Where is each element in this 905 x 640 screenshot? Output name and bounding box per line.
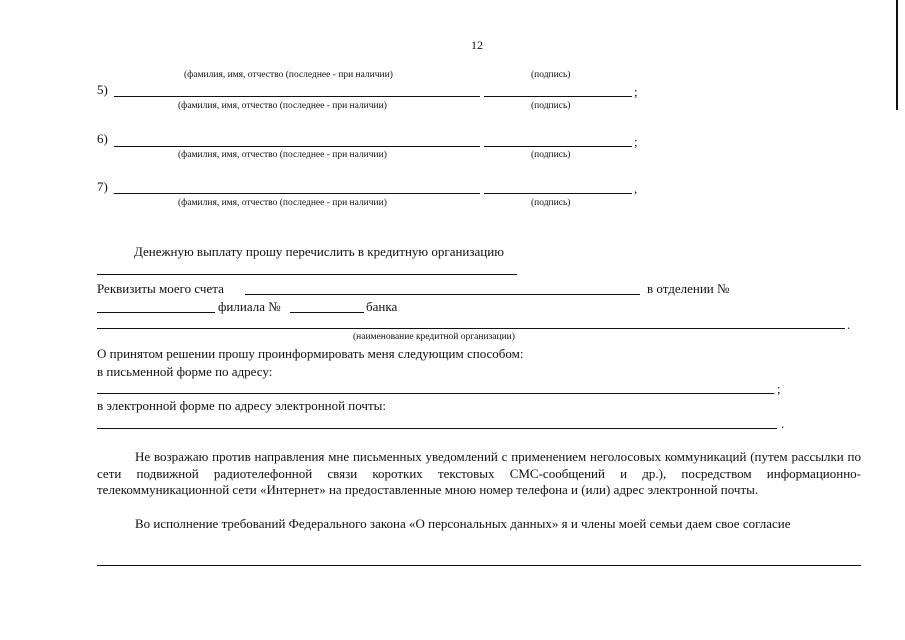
payment-intro: Денежную выплату прошу перечислить в кредитную организацию (134, 244, 504, 259)
fio-caption: (фамилия, имя, отчество (последнее - при наличии) (178, 150, 387, 160)
row-6-fio-field[interactable] (114, 146, 480, 147)
email-form-label: в электронной форме по адресу электронной почты: (97, 398, 386, 413)
page-number: 12 (471, 38, 483, 52)
row-6-end: ; (634, 134, 638, 149)
email-address-end: . (781, 416, 785, 431)
branch-number-field[interactable] (97, 312, 215, 313)
sign-caption: (подпись) (531, 198, 571, 208)
row-6-number: 6) (97, 131, 108, 146)
credit-org-name-field[interactable] (97, 328, 845, 329)
row-5-end: ; (634, 84, 638, 99)
row-6-sign-field[interactable] (484, 146, 632, 147)
fio-caption: (фамилия, имя, отчество (последнее - при наличии) (178, 101, 387, 111)
row-7-sign-field[interactable] (484, 193, 632, 194)
email-address-field[interactable] (97, 428, 777, 429)
filial-label: филиала № (218, 299, 281, 314)
bank-label: банка (366, 299, 398, 314)
postal-address-end: ; (777, 381, 781, 396)
page-edge-line (896, 0, 898, 110)
branch-label: в отделении № (647, 281, 730, 296)
postal-address-field[interactable] (97, 393, 774, 394)
row-7-end: , (634, 181, 638, 196)
credit-org-field[interactable] (97, 274, 517, 275)
credit-org-end: . (847, 317, 851, 332)
row-5-fio-field[interactable] (114, 96, 480, 97)
consent-field[interactable] (97, 565, 861, 566)
sign-caption: (подпись) (531, 101, 571, 111)
fio-caption: (фамилия, имя, отчество (последнее - при наличии) (184, 70, 393, 80)
account-label: Реквизиты моего счета (97, 281, 224, 296)
sign-caption: (подпись) (531, 70, 571, 80)
row-5-number: 5) (97, 82, 108, 97)
account-number-field[interactable] (245, 294, 640, 295)
written-form-label: в письменной форме по адресу: (97, 364, 273, 379)
credit-org-caption: (наименование кредитной организации) (353, 332, 515, 342)
filial-number-field[interactable] (290, 312, 364, 313)
consent-paragraph-1: Не возражаю против направления мне письменных уведомлений с применением неголосовых коммуникаций (путем рассылки по сети подвижной радиотелефонной связи коротких текстовых СМС-сообщений и др.), посредством информационно-телекоммуникационной сети «Интернет» на предоставленные мною номер телефона и (или) адрес электронной почты. (97, 449, 861, 497)
sign-caption: (подпись) (531, 150, 571, 160)
row-7-number: 7) (97, 179, 108, 194)
row-5-sign-field[interactable] (484, 96, 632, 97)
notify-intro: О принятом решении прошу проинформировать меня следующим способом: (97, 346, 524, 361)
consent-paragraph-2: Во исполнение требований Федерального закона «О персональных данных» я и члены моей семьи даем свое согласие (135, 516, 791, 531)
fio-caption: (фамилия, имя, отчество (последнее - при наличии) (178, 198, 387, 208)
row-7-fio-field[interactable] (114, 193, 480, 194)
